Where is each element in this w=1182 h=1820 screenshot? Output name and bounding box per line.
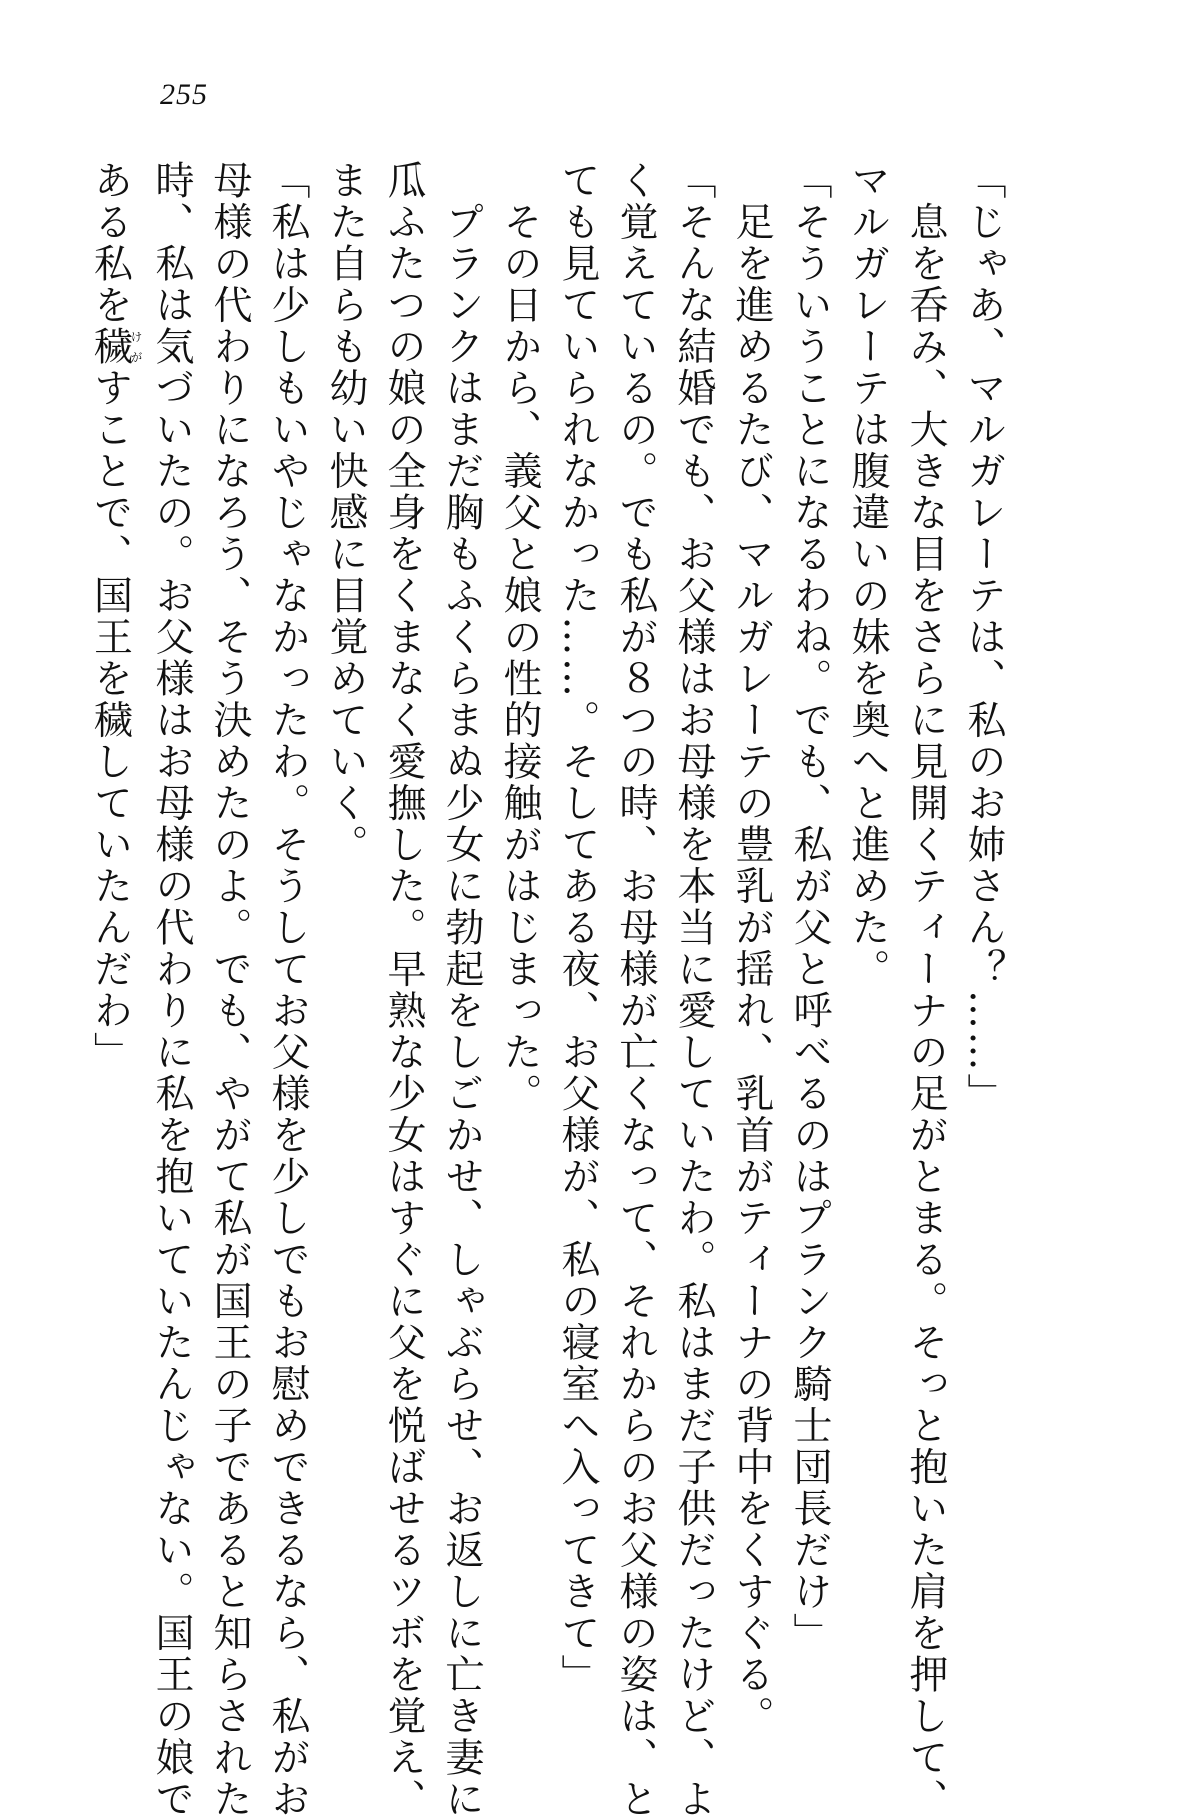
text-line-9: その日から、義父と娘の性的接触がはじまった。: [497, 160, 542, 1115]
text-line-16: [81, 160, 143, 1640]
text-line-5: 足を進めるたび、マルガレーテの豊乳が揺れ、乳首がティーナの背中をくすぐる。: [729, 160, 774, 1737]
page-number: 255: [160, 78, 208, 111]
vertical-text-body: [81, 160, 1013, 1820]
ruby-reading: けが: [129, 326, 143, 368]
text-line-7: く覚えているの。でも私が８つの時、お母様が亡くなって、それからのお父様の姿は、と: [613, 160, 658, 1820]
furigana-ruby: [87, 326, 143, 368]
text-line-14: 母様の代わりになろう、そう決めたのよ。でも、やがて私が国王の子であると知らされた: [207, 160, 252, 1820]
text-line-3: マルガレーテは腹違いの妹を奥へと進めた。: [845, 160, 890, 990]
text-line-2: 息を呑み、大きな目をさらに見開くティーナの足がとまる。そっと抱いた肩を押して、: [903, 160, 948, 1820]
text-line-11: 瓜ふたつの娘の全身をくまなく愛撫した。早熟な少女はすぐに父を悦ばせるツボを覚え、: [381, 160, 426, 1820]
text-line-4: 「そういうことになるわね。でも、私が父と呼べるのはプランク騎士団長だけ」: [787, 160, 832, 1654]
text-line-12: また自らも幼い快感に目覚めていく。: [323, 160, 368, 866]
text-line-16-end: すことで、国王を穢していたんだわ」: [87, 367, 133, 1073]
text-line-1: 「じゃあ、マルガレーテは、私のお姉さん？……」: [961, 160, 1006, 1115]
text-line-6: 「そんな結婚でも、お父様はお母様を本当に愛していたわ。私はまだ子供だったけど、よ: [671, 160, 716, 1820]
text-line-15: 時、私は気づいたの。お父様はお母様の代わりに私を抱いていたんじゃない。国王の娘で: [149, 160, 194, 1820]
text-line-13: 「私は少しもいやじゃなかったわ。そうしてお父様を少しでもお慰めできるなら、私がお: [265, 160, 310, 1820]
text-line-16-start: ある私を: [87, 160, 133, 326]
ruby-base: 穢: [87, 326, 133, 368]
text-line-10: プランクはまだ胸もふくらまぬ少女に勃起をしごかせ、しゃぶらせ、お返しに亡き妻に: [439, 160, 484, 1820]
text-line-8: ても見ていられなかった……。そしてある夜、お父様が、私の寝室へ入ってきて」: [555, 160, 600, 1696]
